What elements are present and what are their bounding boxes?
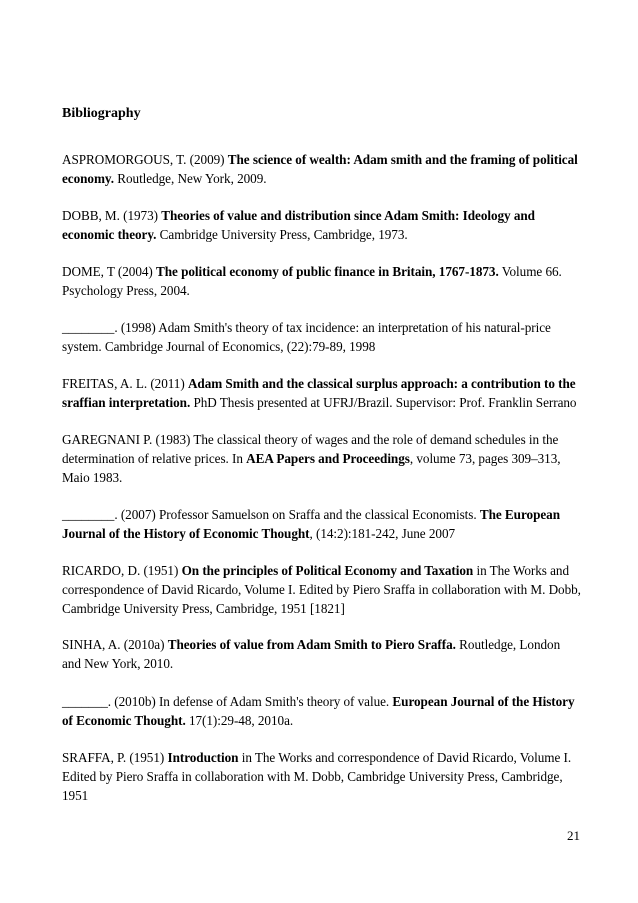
- reference-entry: [62, 374, 582, 412]
- reference-entry: [62, 318, 582, 356]
- reference-title: Introduction: [167, 750, 239, 765]
- reference-text: GAREGNANI P. (1983) The classical theory of wages and the role of demand schedules in the determination of relative prices. In: [62, 432, 559, 466]
- reference-text: , (14:2):181-242, June 2007: [309, 526, 456, 541]
- reference-entry: [62, 505, 582, 543]
- reference-title: Theories of value and distribution since Adam Smith: Ideology and economic theory.: [62, 208, 535, 242]
- reference-text: 17(1):29-48, 2010a.: [185, 713, 294, 728]
- reference-text: PhD Thesis presented at UFRJ/Brazil. Supervisor: Prof. Franklin Serrano: [190, 395, 577, 410]
- reference-title: The European Journal of the History of Economic Thought: [62, 507, 560, 541]
- reference-title: Adam Smith and the classical surplus approach: a contribution to the sraffian interpretation.: [62, 376, 576, 410]
- reference-text: in The Works and correspondence of David Ricardo, Volume I. Edited by Piero Sraffa in collaboration with M. Dobb, Cambridge University Press, Cambridge, 1951 [1821]: [62, 563, 581, 616]
- reference-title: Theories of value from Adam Smith to Piero Sraffa.: [167, 637, 456, 652]
- reference-text: Volume 66. Psychology Press, 2004.: [62, 264, 562, 298]
- reference-entry: [62, 262, 582, 300]
- reference-text: DOBB, M. (1973): [62, 208, 162, 223]
- reference-entry: [62, 692, 582, 730]
- reference-text: ________. (1998) Adam Smith's theory of tax incidence: an interpretation of his natural-price system. Cambridge Journal of Economics, (22):79-89, 1998: [62, 320, 551, 354]
- reference-entry: [62, 206, 582, 244]
- reference-entry: [62, 635, 582, 673]
- reference-text: in The Works and correspondence of David Ricardo, Volume I. Edited by Piero Sraffa in collaboration with M. Dobb, Cambridge University Press, Cambridge, 1951: [62, 750, 572, 803]
- reference-title: European Journal of the History of Economic Thought.: [62, 694, 575, 728]
- reference-text: SRAFFA, P. (1951): [62, 750, 168, 765]
- reference-title: The science of wealth: Adam smith and the framing of political economy.: [62, 152, 578, 186]
- reference-text: RICARDO, D. (1951): [62, 563, 182, 578]
- reference-text: , volume 73, pages 309–313, Maio 1983.: [62, 451, 561, 485]
- bibliography-heading: Bibliography: [62, 106, 141, 121]
- reference-text: Cambridge University Press, Cambridge, 1973.: [156, 227, 408, 242]
- reference-text: FREITAS, A. L. (2011): [62, 376, 188, 391]
- reference-title: The political economy of public finance in Britain, 1767-1873.: [156, 264, 499, 279]
- reference-text: ________. (2007) Professor Samuelson on Sraffa and the classical Economists.: [62, 507, 480, 522]
- reference-entry: [62, 150, 582, 188]
- page-number: 21: [567, 828, 580, 843]
- reference-text: SINHA, A. (2010a): [62, 637, 168, 652]
- reference-text: DOME, T (2004): [62, 264, 157, 279]
- reference-text: ASPROMORGOUS, T. (2009): [62, 152, 228, 167]
- reference-text: _______. (2010b) In defense of Adam Smith's theory of value.: [62, 694, 393, 709]
- reference-entry: [62, 748, 582, 805]
- reference-title: AEA Papers and Proceedings: [246, 451, 410, 466]
- reference-text: Routledge, London and New York, 2010.: [62, 637, 561, 671]
- reference-title: On the principles of Political Economy and Taxation: [181, 563, 474, 578]
- reference-text: Routledge, New York, 2009.: [113, 171, 267, 186]
- reference-entry: [62, 430, 582, 487]
- reference-entry: [62, 561, 582, 618]
